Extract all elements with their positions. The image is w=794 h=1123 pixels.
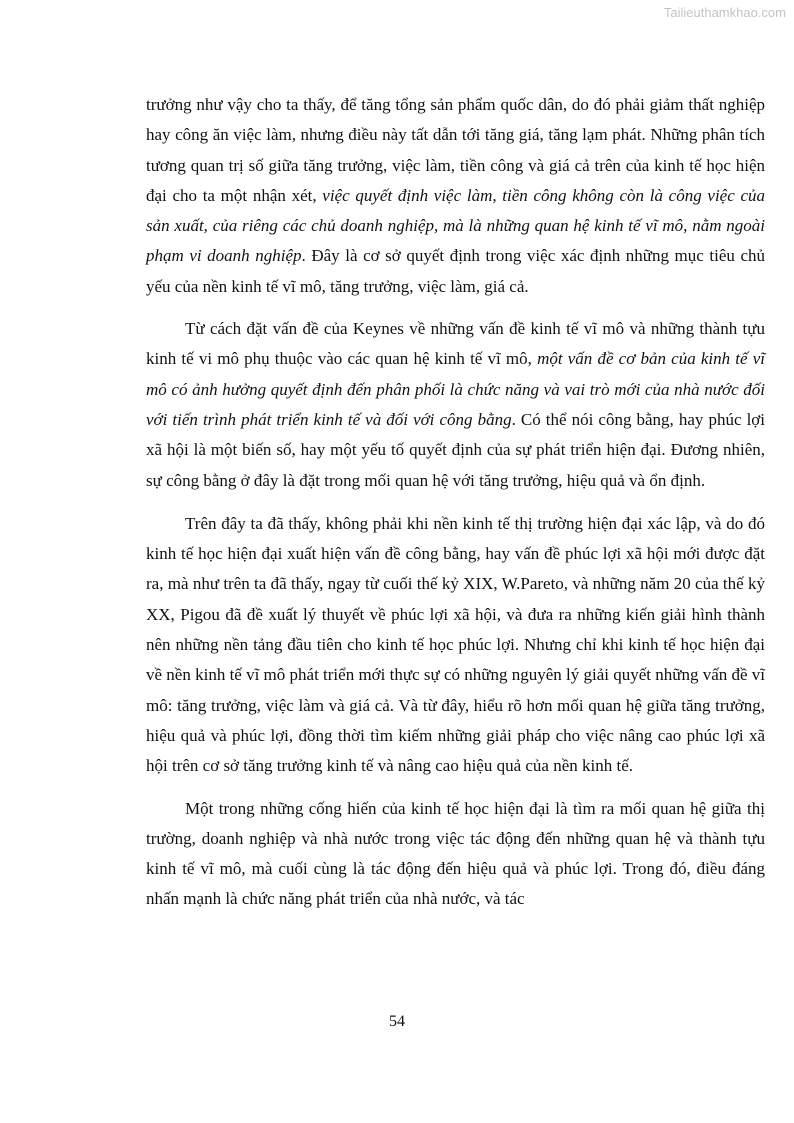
text-span: . Đây là cơ sở quyết định trong việc xác định những mục tiêu chủ yếu của nền kinh tế vĩ mô, tăng trưởng, việc làm, giá cả. [146,246,765,296]
text-span: trưởng như vậy cho ta thấy, để tăng tổng sản phẩm quốc dân, do đó phải giảm thất nghiệp hay công ăn việc làm, nhưng điều này tất dẫn tới tăng giá, tăng lạm phát. Những phân tích tương quan trị số giữa tăng trưởng, việc làm, tiền công và giá cả trên của kinh tế học hiện đại cho ta một nhận xét, [146,95,765,205]
paragraph-3 [146,509,765,782]
italic-text-span: một vấn đề cơ bản của kinh tế vĩ mô có ảnh hưởng quyết định đến phân phối là chức năng và vai trò mới của nhà nước đối với tiến trình phát triển kinh tế và đối với công bằng [146,349,766,429]
paragraph-4 [146,794,765,915]
paragraph-2 [146,314,765,496]
text-span: Từ cách đặt vấn đề của Keynes về những vấn đề kinh tế vĩ mô và những thành tựu kinh tế vi mô phụ thuộc vào các quan hệ kinh tế vĩ mô, [146,319,765,369]
page-number: 54 [389,1013,405,1030]
italic-text-span: việc quyết định việc làm, tiền công không còn là công việc của sản xuất, của riêng các chủ doanh nghiệp, mà là những quan hệ kinh tế vĩ mô, nằm ngoài phạm vi doanh nghiệp [146,185,765,266]
watermark-text: Tailieuthamkhao.com [663,5,786,20]
text-span: Trên đây ta đã thấy, không phải khi nền kinh tế thị trường hiện đại xác lập, và do đó kinh tế học hiện đại xuất hiện vấn đề công bằng, hay vấn đề phúc lợi xã hội mới được đặt ra, mà như trên ta đã thấy, ngay từ cuối thế kỷ XIX, W.Pareto, và những năm 20 của thế kỷ XX, Pigou đã đề xuất lý thuyết về phúc lợi xã hội, và đưa ra những kiến giải hình thành nên những nền tảng đầu tiên cho kinh tế học phúc lợi. Nhưng chỉ khi kinh tế học hiện đại về nền kinh tế vĩ mô phát triển mới thực sự có những nguyên lý giải quyết những vấn đề vĩ mô: tăng trưởng, việc làm và giá cả. Và từ đây, hiểu rõ hơn mối quan hệ giữa tăng trưởng, hiệu quả và phúc lợi, đồng thời tìm kiếm những giải pháp cho việc nâng cao phúc lợi xã hội trên cơ sở tăng trưởng kinh tế và nâng cao hiệu quả của nền kinh tế. [146,513,766,776]
document-body [146,90,765,915]
paragraph-1 [146,90,765,302]
text-span: Một trong những cống hiến của kinh tế học hiện đại là tìm ra mối quan hệ giữa thị trường, doanh nghiệp và nhà nước trong việc tác động đến những quan hệ và thành tựu kinh tế vĩ mô, mà cuối cùng là tác động đến hiệu quả và phúc lợi. Trong đó, điều đáng nhấn mạnh là chức năng phát triển của nhà nước, và tác [146,798,765,909]
text-span: . Có thể nói công bằng, hay phúc lợi xã hội là một biến số, hay một yếu tố quyết định của sự phát triển hiện đại. Đương nhiên, sự công bằng ở đây là đặt trong mối quan hệ với tăng trưởng, hiệu quả và ổn định. [146,409,766,490]
